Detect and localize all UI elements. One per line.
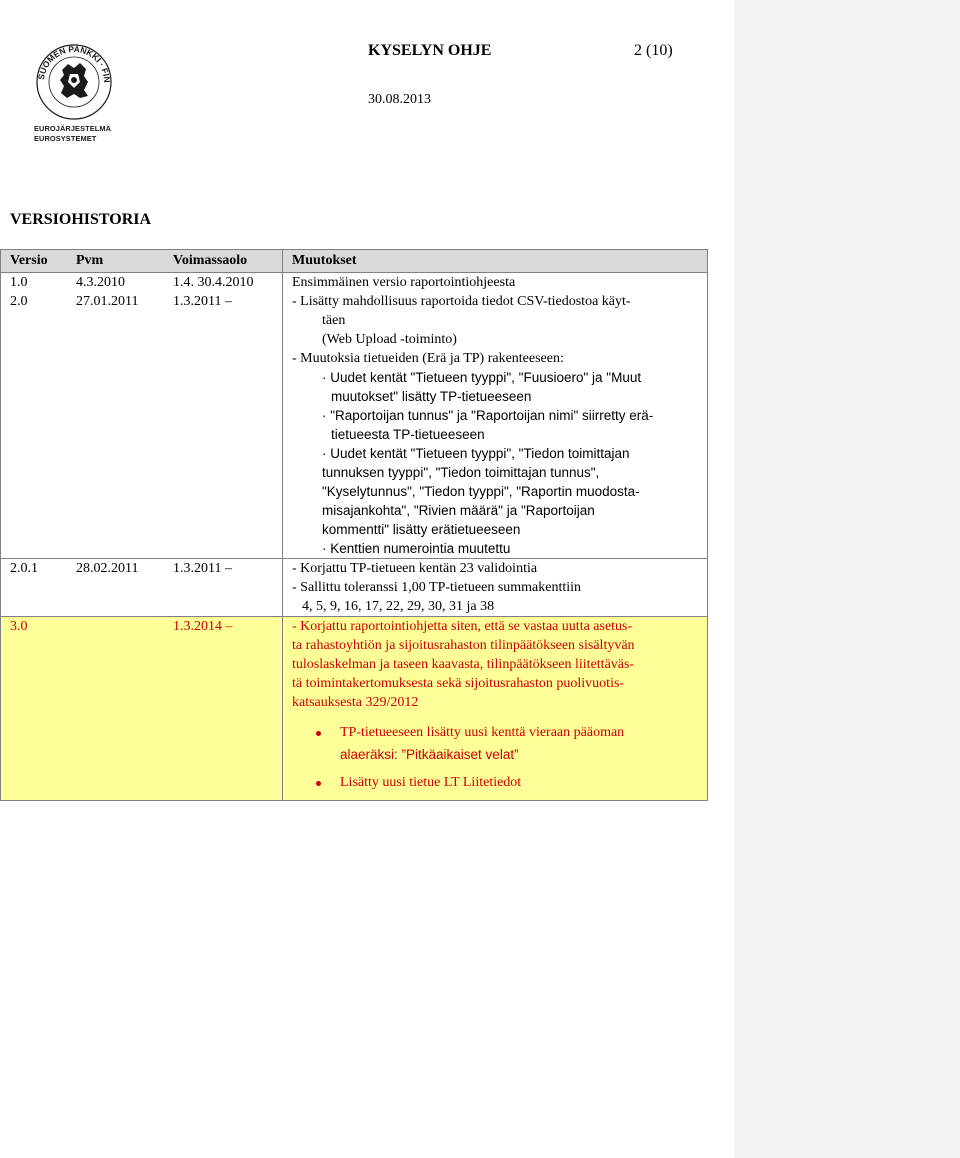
logo-caption-line1: EUROJÄRJESTELMÄ (34, 124, 112, 133)
page-number: 2 (10) (634, 42, 673, 59)
cell-date: 4.3.2010 (76, 275, 125, 290)
change-line: tietueesta TP-tietueeseen (331, 427, 485, 442)
change-line: misajankohta", "Rivien määrä" ja "Raportoijan (322, 503, 595, 518)
change-line: - Muutoksia tietueiden (Erä ja TP) rakenteeseen: (292, 351, 564, 366)
cell-version: 2.0.1 (1, 559, 68, 617)
svg-text:SUOMEN PANKKI · FINLANDS BANK: SUOMEN PANKKI · FIN (36, 43, 113, 83)
change-line: · "Raportoijan tunnus" ja "Raportoijan nimi" siirretty erä- (322, 408, 654, 423)
change-line: ta rahastoyhtiön ja sijoitusrahaston tilinpäätökseen sisältyvän (292, 638, 635, 653)
change-line: tuloslaskelman ja taseen kaavasta, tilinpäätökseen liitettäväs- (292, 657, 635, 672)
change-line: tä toimintakertomuksesta sekä sijoitusrahaston puolivuotis- (292, 676, 625, 691)
bullet-icon (316, 781, 321, 786)
cell-version: 2.0 (1, 292, 68, 559)
change-line: (Web Upload -toiminto) (322, 332, 457, 347)
header-validity: Voimassaolo (164, 250, 283, 273)
list-item-text: Lisätty uusi tietue LT Liitetiedot (340, 775, 522, 790)
list-item-text: TP-tietueeseen lisätty uusi kenttä vieraan pääoman (340, 725, 625, 740)
cell-validity: 1.4. 30.4.2010 (173, 275, 254, 290)
list-item-continuation: alaeräksi: ”Pitkäaikaiset velat” (340, 747, 519, 762)
change-line: · Kenttien numerointia muutettu (322, 541, 511, 556)
header-date: Pvm (67, 250, 164, 273)
cell-changes (283, 559, 708, 617)
change-line: 4, 5, 9, 16, 17, 22, 29, 30, 31 ja 38 (302, 599, 495, 614)
cell-changes: Ensimmäinen versio raportointiohjeesta (283, 273, 708, 293)
change-line: · Uudet kentät "Tietueen tyyppi", "Tiedon toimittajan (322, 446, 630, 461)
cell-validity: 1.3.2014 – (164, 617, 283, 801)
logo-caption-line2: EUROSYSTEMET (34, 134, 97, 143)
document-date: 30.08.2013 (368, 92, 431, 107)
cell-changes (283, 292, 708, 559)
table-row (1, 559, 708, 617)
cell-date: 27.01.2011 (67, 292, 164, 559)
bullet-list (292, 722, 707, 794)
change-line: - Lisätty mahdollisuus raportoida tiedot CSV-tiedostoa käyt- (292, 294, 631, 309)
cell-date (67, 617, 164, 801)
table-row (1, 292, 708, 559)
bullet-icon (316, 731, 321, 736)
table-row-highlighted (1, 617, 708, 801)
table-row (1, 273, 708, 293)
change-line: tunnuksen tyyppi", "Tiedon toimittajan tunnus", (322, 465, 600, 480)
change-line: täen (322, 313, 346, 328)
change-line: - Sallittu toleranssi 1,00 TP-tietueen summakenttiin (292, 580, 582, 595)
section-title: VERSIOHISTORIA (10, 211, 152, 228)
change-line: · Uudet kentät "Tietueen tyyppi", "Fuusioero" ja "Muut (322, 370, 642, 385)
lion-seal-icon (34, 38, 114, 126)
cell-validity: 1.3.2011 – (164, 559, 283, 617)
version-history-table (0, 249, 708, 801)
list-item (292, 722, 707, 744)
header-version: Versio (1, 250, 68, 273)
cell-changes (283, 617, 708, 801)
cell-version: 1.0 (1, 273, 68, 293)
change-line: - Korjattu raportointiohjetta siten, että se vastaa uutta asetus- (292, 619, 633, 634)
cell-date: 28.02.2011 (67, 559, 164, 617)
change-line: "Kyselytunnus", "Tiedon tyyppi", "Raportin muodosta- (322, 484, 640, 499)
document-title: KYSELYN OHJE (368, 42, 492, 59)
change-line: kommentti" lisätty erätietueeseen (322, 522, 521, 537)
cell-version: 3.0 (1, 617, 68, 801)
list-item (292, 772, 707, 794)
bank-logo (34, 38, 114, 148)
header-changes: Muutokset (283, 250, 708, 273)
right-margin-band (735, 0, 960, 1158)
cell-validity: 1.3.2011 – (164, 292, 283, 559)
table-header-row (1, 250, 708, 273)
change-line: katsauksesta 329/2012 (292, 695, 419, 710)
change-line: muutokset" lisätty TP-tietueeseen (331, 389, 532, 404)
change-line: - Korjattu TP-tietueen kentän 23 validointia (292, 561, 538, 576)
